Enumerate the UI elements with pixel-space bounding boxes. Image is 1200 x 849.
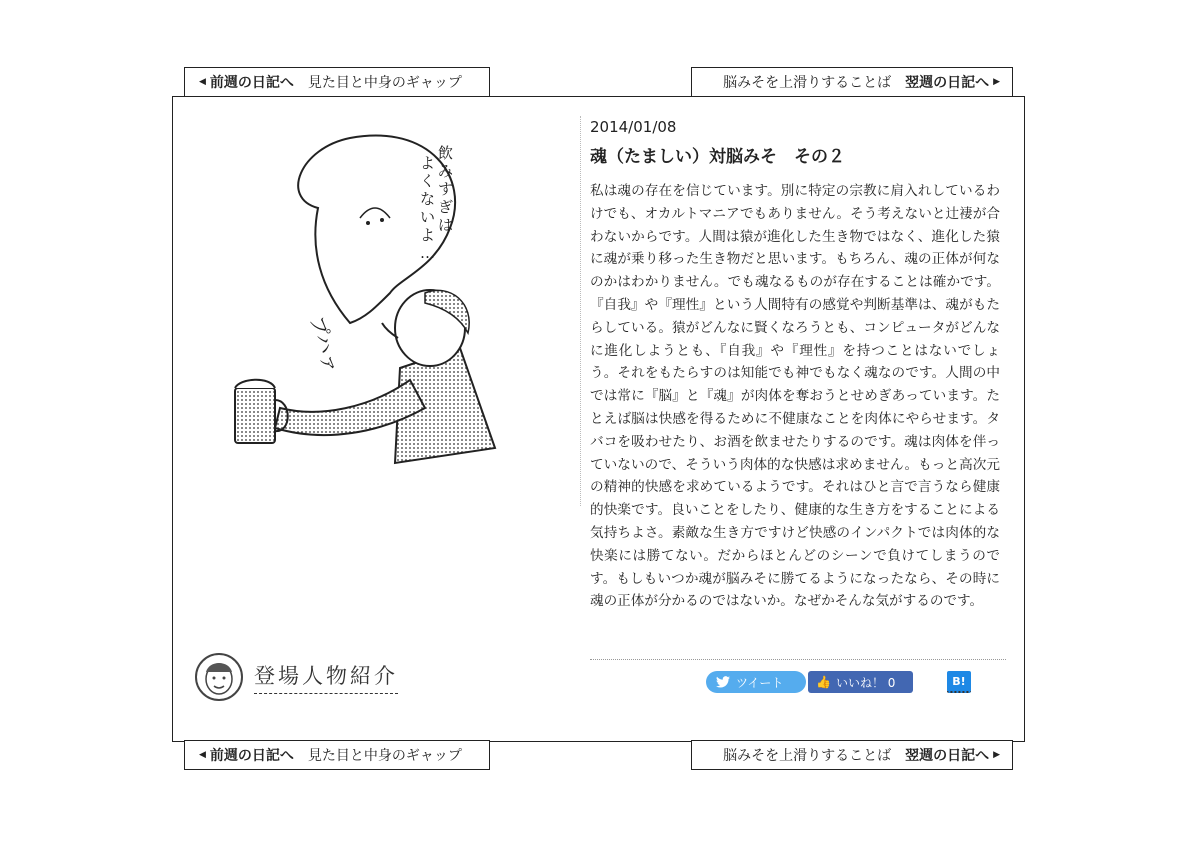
right-arrow-icon: ▶	[993, 77, 1000, 87]
prev-week-label: 前週の日記へ	[209, 748, 294, 764]
next-week-link[interactable]	[691, 67, 1013, 97]
hatena-label: B!	[952, 674, 966, 688]
right-arrow-icon: ▶	[993, 750, 1000, 760]
hatena-bookmark-button[interactable]	[947, 671, 971, 693]
prev-week-link[interactable]	[184, 67, 490, 97]
character-avatar-icon	[194, 652, 244, 702]
article	[580, 112, 1010, 613]
prev-week-title: 見た目と中身のギャップ	[307, 748, 462, 764]
tweet-label: ツイート	[736, 675, 784, 690]
left-arrow-icon: ◀	[199, 750, 206, 760]
twitter-bird-icon	[716, 676, 730, 688]
prev-week-label: 前週の日記へ	[209, 75, 294, 91]
prev-week-title: 見た目と中身のギャップ	[307, 75, 462, 91]
next-week-title: 脳みそを上滑りすることば	[723, 748, 892, 764]
like-button[interactable]	[808, 671, 913, 693]
prev-week-link-bottom[interactable]	[184, 740, 490, 770]
sfx-text: プハァ	[305, 313, 344, 376]
cast-intro-link[interactable]	[194, 652, 398, 702]
next-week-title: 脳みそを上滑りすることば	[723, 75, 892, 91]
next-week-link-bottom[interactable]	[691, 740, 1013, 770]
next-week-label: 翌週の日記へ	[905, 748, 990, 764]
illustration-man-drinking-beer	[200, 118, 500, 478]
article-date: 2014/01/08	[590, 118, 677, 136]
next-week-label: 翌週の日記へ	[905, 75, 990, 91]
like-label: いいね！ 0	[835, 675, 896, 690]
article-body: 私は魂の存在を信じています。別に特定の宗教に肩入れしているわけでも、オカルトマニアでもありません。そう考えないと辻褄が合わないからです。人間は猿が進化した生き物ではなく、進化した猿に魂が乗り移った生き物だと思います。もちろん、魂の正体が何なのかはわかりません。でも魂なるものが存在することは確かです。『自我』や『理性』という人間特有の感覚や判断基準は、魂がもたらしている。猿がどんなに賢くなろうとも、コンピュータがどんなに進化しようとも、『自我』や『理性』を持つことはないでしょう。それをもたらすのは知能でも神でもなく魂なのです。人間の中では常に『脳』と『魂』が肉体を奪おうとせめぎあっています。たとえば脳は快感を得るために不健康なことを肉体にやらせます。タバコを吸わせたり、お酒を飲ませたりするのです。魂は肉体を伴っていないので、そういう肉体的な快感は求めません。もっと高次元の精神的快感を求めているようです。それはひと言で言うなら健康的快楽です。良いことをしたり、健康的な生き方をすることによる気持ちよさ。素敵な生き方ですけど快感のインパクトでは肉体的な快楽には勝てない。だからほとんどのシーンで負けてしまうのです。もしもいつか魂が脳みそに勝てるようになったなら、その時に魂の正体が分かるのではないか。なぜかそんな気がするのです。	[590, 183, 1000, 610]
tweet-button[interactable]	[706, 671, 806, 693]
speech-text: 飲みすぎは よくないよ…	[420, 144, 454, 262]
thumbs-up-icon: 👍	[816, 675, 831, 689]
left-arrow-icon: ◀	[199, 77, 206, 87]
article-title: 魂（たましい）対脳みそ その２	[590, 147, 845, 167]
cast-intro-label: 登場人物紹介	[254, 660, 398, 694]
article-divider	[590, 659, 1006, 660]
